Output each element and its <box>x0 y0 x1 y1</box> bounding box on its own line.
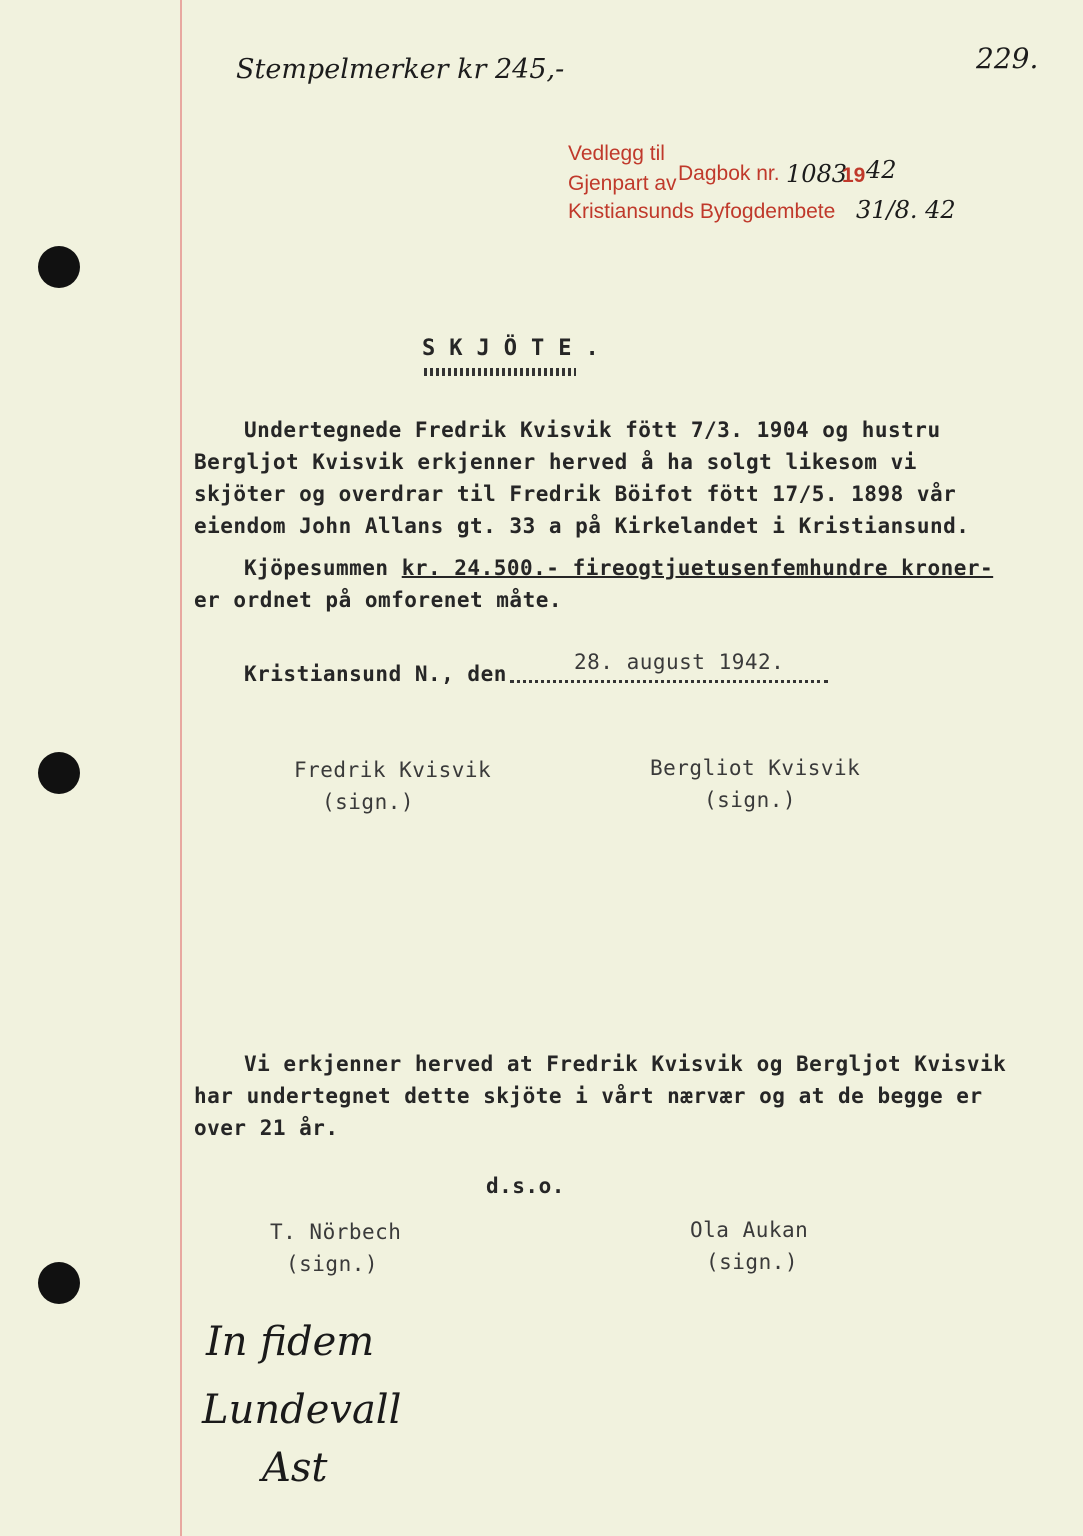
stamp-struck-label: Vedlegg til <box>568 142 665 165</box>
deed-date: 28. august 1942. <box>574 650 785 674</box>
para1-line1: Undertegnede Fredrik Kvisvik fött 7/3. 1904 og hustru <box>244 418 941 442</box>
seller2-name: Bergliot Kvisvik <box>650 756 861 780</box>
fidem-line3: Ast <box>262 1445 328 1491</box>
document-title: SKJÖTE. <box>422 336 613 361</box>
witness1-sign: (sign.) <box>286 1252 379 1276</box>
punch-hole-middle <box>38 752 80 794</box>
para2-line2: er ordnet på omforenet måte. <box>194 588 563 612</box>
witness-line2: har undertegnet dette skjöte i vårt nærvær og at de begge er <box>194 1084 983 1108</box>
para1-line2: Bergljot Kvisvik erkjenner herved å ha solgt likesom vi <box>194 450 917 474</box>
stamp-office: Kristiansunds Byfogdembete <box>568 200 836 223</box>
punch-hole-top <box>38 246 80 288</box>
dso-text: d.s.o. <box>486 1174 565 1198</box>
witness-line1: Vi erkjenner herved at Fredrik Kvisvik og Bergljot Kvisvik <box>244 1052 1007 1076</box>
place-label: Kristiansund N., den <box>244 662 507 686</box>
para1-line3: skjöter og overdrar til Fredrik Böifot fött 17/5. 1898 vår <box>194 482 957 506</box>
witness-line3: over 21 år. <box>194 1116 339 1140</box>
seller1-sign: (sign.) <box>322 790 415 814</box>
witness2-name: Ola Aukan <box>690 1218 809 1242</box>
stamp-year: 42 <box>866 156 897 184</box>
title-underline <box>424 368 576 376</box>
para2-line1 <box>244 556 993 580</box>
stamp-year-prefix: 19 <box>842 164 866 187</box>
stamp-gjenpart: Gjenpart av <box>568 172 677 195</box>
witness1-name: T. Nörbech <box>270 1220 402 1244</box>
purchase-sum-label: Kjöpesummen <box>244 556 402 580</box>
page-number: 229. <box>976 42 1039 75</box>
seller1-name: Fredrik Kvisvik <box>294 758 492 782</box>
margin-line <box>180 0 182 1536</box>
stamp-mark-note: Stempelmerker kr 245,- <box>236 54 565 85</box>
purchase-sum-amount: kr. 24.500.- fireogtjuetusenfemhundre kroner- <box>401 556 994 580</box>
fidem-line1: In fidem <box>206 1319 375 1365</box>
seller2-sign: (sign.) <box>704 788 797 812</box>
punch-hole-bottom <box>38 1262 80 1304</box>
stamp-dagbok-number: 1083 <box>786 160 848 188</box>
stamp-date: 31/8. 42 <box>856 196 956 224</box>
stamp-dagbok-label: Dagbok nr. <box>678 162 780 185</box>
para1-line4: eiendom John Allans gt. 33 a på Kirkelandet i Kristiansund. <box>194 514 970 538</box>
witness2-sign: (sign.) <box>706 1250 799 1274</box>
fidem-line2: Lundevall <box>202 1387 402 1433</box>
date-dotted-line <box>510 680 828 683</box>
